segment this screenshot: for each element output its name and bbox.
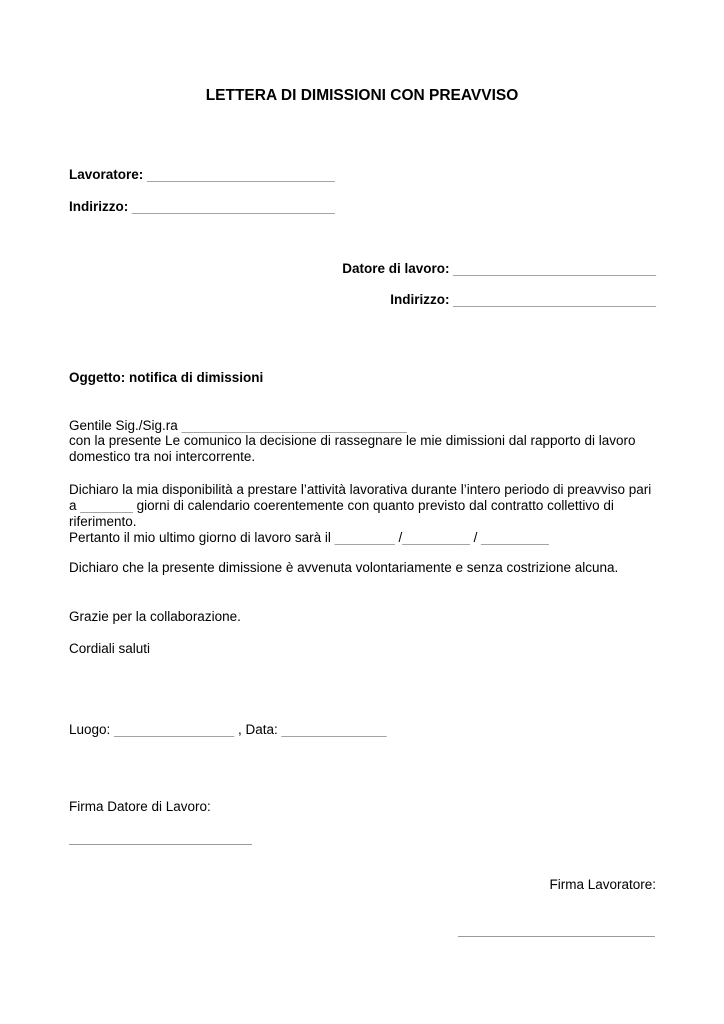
worker-signature-line[interactable] [458, 936, 655, 937]
worker-address-blank[interactable]: ___________________________ [132, 199, 335, 214]
last-day-label: Pertanto il mio ultimo giorno di lavoro sarà il [69, 530, 331, 545]
date-separator: / [398, 530, 403, 545]
worker-address-line [69, 199, 335, 215]
last-day-year-blank[interactable]: _________ [481, 530, 549, 545]
subject-line: Oggetto: notifica di dimissioni [69, 370, 264, 385]
notice-text-end: giorni di calendario coerentemente con quanto previsto dal contratto collettivo di riferimento. [69, 498, 614, 529]
worker-address-label: Indirizzo: [69, 199, 129, 214]
employer-signature-label: Firma Datore di Lavoro: [69, 799, 211, 814]
employer-address-line [390, 292, 656, 308]
thanks-line: Grazie per la collaborazione. [69, 609, 241, 624]
last-day-day-blank[interactable]: ________ [334, 530, 395, 545]
employer-address-label: Indirizzo: [390, 292, 450, 307]
employer-name-line [342, 261, 656, 277]
date-label: , Data: [237, 722, 278, 737]
document-title: LETTERA DI DIMISSIONI CON PREAVVISO [205, 87, 519, 104]
closing-line: Cordiali saluti [69, 641, 151, 656]
employer-address-blank[interactable]: ___________________________ [453, 292, 656, 307]
place-date-line [69, 722, 387, 738]
worker-name-blank[interactable]: _________________________ [147, 167, 335, 182]
body-paragraph-1: con la presente Le comunico la decisione di rassegnare le mie dimissioni dal rapporto di lavoro domestico tra noi intercorrente. [69, 433, 636, 464]
greeting-label: Gentile Sig./Sig.ra [69, 418, 178, 433]
notice-text-start: Dichiaro la mia disponibilità a prestare l’attività lavorativa durante l’intero periodo di preavviso pari a [69, 482, 652, 513]
body-paragraph-2 [69, 482, 659, 530]
last-day-month-blank[interactable]: _________ [402, 530, 470, 545]
greeting-line [69, 418, 407, 434]
last-day-line [69, 530, 549, 546]
date-blank[interactable]: ______________ [281, 722, 387, 737]
notice-days-blank[interactable]: _______ [80, 498, 133, 513]
worker-name-line [69, 167, 335, 183]
place-label: Luogo: [69, 722, 111, 737]
employer-name-label: Datore di lavoro: [342, 261, 450, 276]
worker-signature-label: Firma Lavoratore: [549, 877, 656, 892]
employer-name-blank[interactable]: ___________________________ [453, 261, 656, 276]
greeting-name-blank[interactable]: ______________________________ [181, 418, 407, 433]
worker-name-label: Lavoratore: [69, 167, 144, 182]
place-blank[interactable]: ________________ [114, 722, 235, 737]
employer-signature-line[interactable] [69, 844, 252, 845]
date-separator: / [473, 530, 478, 545]
voluntary-statement: Dichiaro che la presente dimissione è avvenuta volontariamente e senza costrizione alcuna. [69, 560, 619, 575]
